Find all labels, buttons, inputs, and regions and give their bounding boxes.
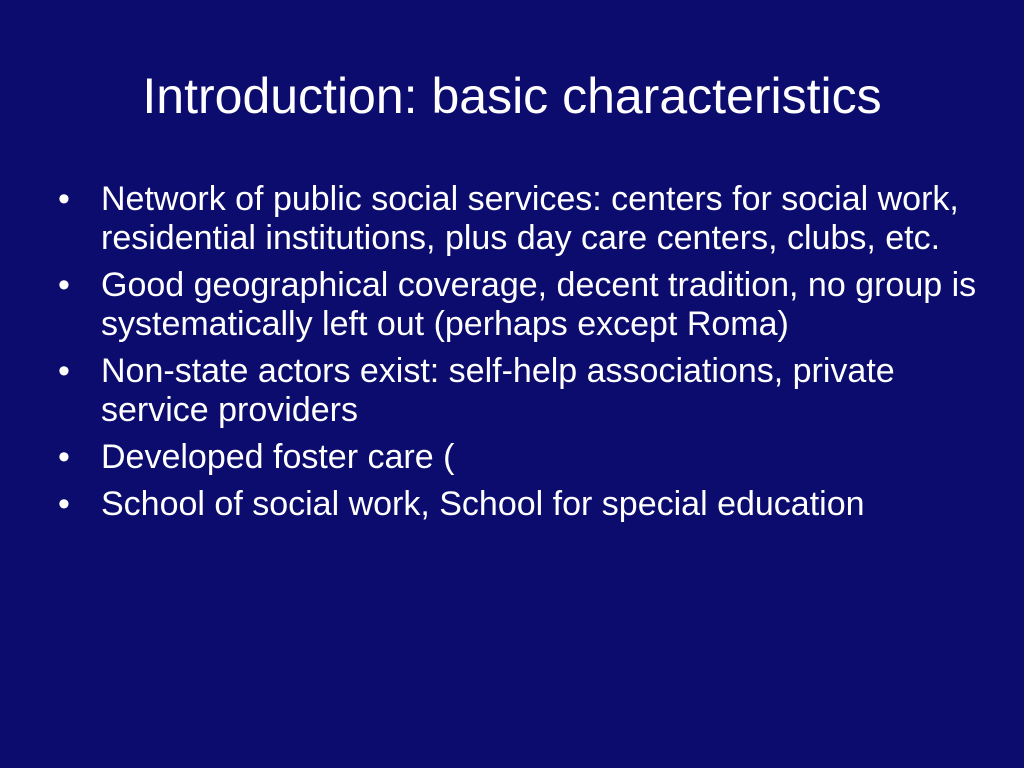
bullet-dot-icon: • — [58, 266, 70, 304]
bullet-text: Non-state actors exist: self-help associations, private service providers — [101, 352, 895, 429]
list-item — [58, 180, 978, 258]
list-item — [58, 352, 978, 430]
bullet-dot-icon: • — [58, 352, 70, 390]
bullet-text: Good geographical coverage, decent tradition, no group is systematically left out (perhaps except Roma) — [101, 266, 977, 343]
list-item — [58, 485, 978, 524]
bullet-dot-icon: • — [58, 438, 70, 476]
list-item — [58, 438, 978, 477]
slide-title: Introduction: basic characteristics — [142, 68, 882, 124]
bullet-text: Developed foster care ( — [101, 438, 455, 476]
bullet-dot-icon: • — [58, 485, 70, 523]
bullet-dot-icon: • — [58, 180, 70, 218]
list-item — [58, 266, 978, 344]
bullet-text: Network of public social services: centers for social work, residential institutions, plus day care centers, clubs, etc. — [101, 180, 959, 257]
bullet-text: School of social work, School for special education — [101, 485, 865, 523]
bullet-list — [58, 180, 978, 532]
